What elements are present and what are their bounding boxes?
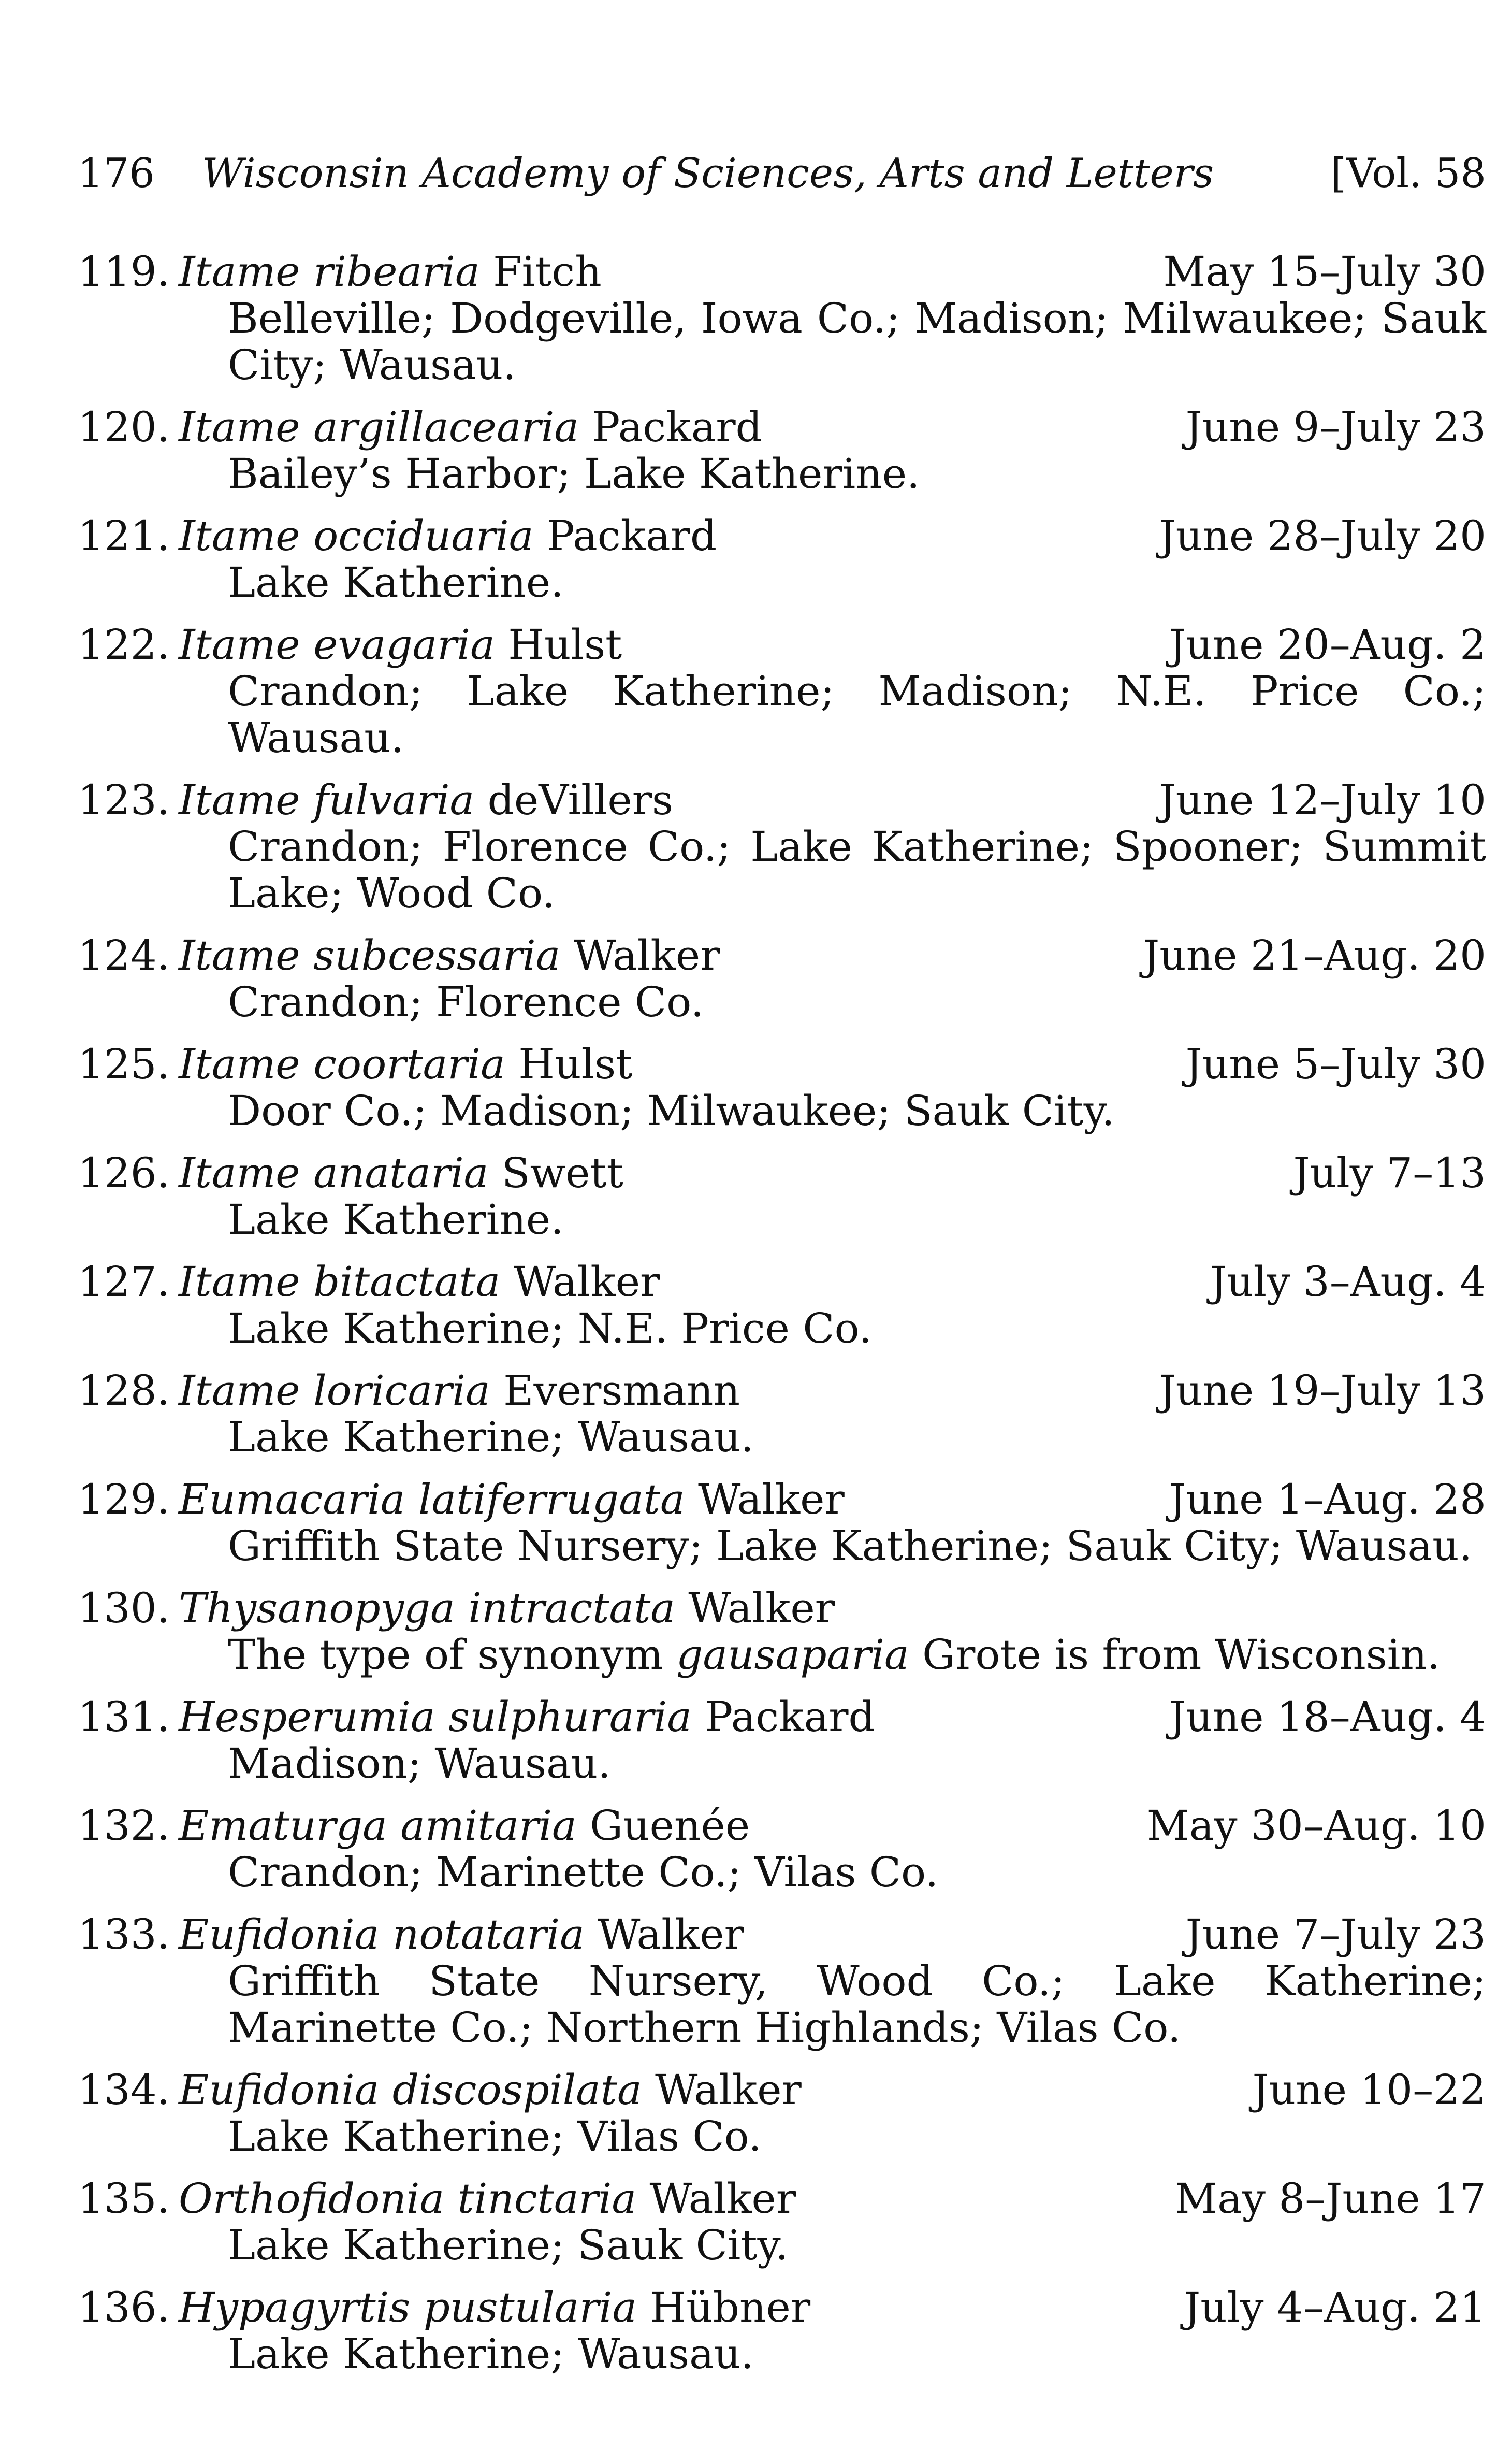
entry-number: 127. xyxy=(78,1258,170,1306)
entry-heading xyxy=(78,2067,1486,2113)
entry-heading xyxy=(78,932,1486,979)
species-epithet: ribearia xyxy=(313,248,480,296)
note-text: The type of synonym xyxy=(228,1631,677,1679)
genus: Eumacaria xyxy=(179,1475,405,1523)
entry-number: 132. xyxy=(78,1802,170,1850)
species-name xyxy=(179,1694,1148,1740)
flight-dates: May 15–July 30 xyxy=(1163,248,1486,296)
species-name xyxy=(179,1911,1165,1958)
genus: Thysanopyga xyxy=(179,1584,455,1632)
flight-dates: June 1–Aug. 28 xyxy=(1169,1475,1486,1523)
species-entry xyxy=(78,1476,1486,1569)
entry-heading xyxy=(78,2176,1486,2222)
entry-number: 121. xyxy=(78,512,170,560)
locations: Lake Katherine; Wausau. xyxy=(228,2330,754,2378)
species-name xyxy=(179,1476,1148,1523)
document-page xyxy=(78,150,1486,2393)
species-name xyxy=(179,249,1142,295)
author: Packard xyxy=(546,512,717,560)
author: Walker xyxy=(688,1584,835,1632)
author: Swett xyxy=(501,1149,623,1197)
author: Walker xyxy=(513,1258,660,1306)
locations: Lake Katherine; Wausau. xyxy=(228,1413,754,1461)
species-name xyxy=(179,1585,1486,1632)
genus: Itame xyxy=(179,512,300,560)
entry-number: 131. xyxy=(78,1693,170,1741)
species-entry xyxy=(78,2284,1486,2378)
species-epithet: bitactata xyxy=(313,1258,501,1306)
locations: Belleville; Dodgeville, Iowa Co.; Madison; Milwaukee; Sauk City; Wausau. xyxy=(228,294,1486,389)
genus: Itame xyxy=(179,403,300,451)
species-epithet: anataria xyxy=(313,1149,489,1197)
genus: Hypagyrtis xyxy=(179,2283,411,2331)
flight-dates: July 7–13 xyxy=(1293,1149,1486,1197)
entry-heading xyxy=(78,1476,1486,1523)
entry-heading xyxy=(78,404,1486,451)
genus: Ematurga xyxy=(179,1802,387,1850)
flight-dates: June 9–July 23 xyxy=(1185,403,1486,451)
species-epithet: notataria xyxy=(392,1910,585,1958)
species-epithet: discospilata xyxy=(392,2066,642,2114)
species-epithet: occiduaria xyxy=(313,512,534,560)
species-entry xyxy=(78,1150,1486,1243)
author: Walker xyxy=(649,2174,796,2223)
page-number: 176 xyxy=(78,150,155,197)
entry-heading xyxy=(78,1041,1486,1088)
entry-number: 125. xyxy=(78,1040,170,1088)
author: Walker xyxy=(598,1910,744,1958)
genus: Itame xyxy=(179,931,300,979)
entry-heading xyxy=(78,777,1486,824)
species-entry xyxy=(78,404,1486,497)
species-name xyxy=(179,2067,1232,2113)
species-entry xyxy=(78,1911,1486,2051)
species-entry xyxy=(78,513,1486,606)
flight-dates: June 19–July 13 xyxy=(1159,1366,1486,1415)
locations: Madison; Wausau. xyxy=(228,1739,611,1788)
entry-number: 126. xyxy=(78,1149,170,1197)
genus: Itame xyxy=(179,1149,300,1197)
entry-number: 120. xyxy=(78,403,170,451)
species-epithet: pustularia xyxy=(423,2283,637,2331)
species-epithet: argillacearia xyxy=(313,403,579,451)
entry-heading xyxy=(78,1911,1486,1958)
entry-number: 134. xyxy=(78,2066,170,2114)
species-name xyxy=(179,1367,1139,1414)
species-epithet: latiferrugata xyxy=(418,1475,685,1523)
journal-title: Wisconsin Academy of Sciences, Arts and Letters xyxy=(202,150,1214,197)
species-entry xyxy=(78,1803,1486,1896)
species-entry xyxy=(78,1585,1486,1678)
species-list xyxy=(78,249,1486,2378)
species-epithet: amitaria xyxy=(400,1802,577,1850)
species-epithet: coortaria xyxy=(313,1040,505,1088)
species-entry xyxy=(78,2067,1486,2160)
entry-heading xyxy=(78,1150,1486,1197)
genus: Itame xyxy=(179,1040,300,1088)
locations: Griffith State Nursery; Lake Katherine; Sauk City; Wausau. xyxy=(228,1522,1473,1570)
locations: Door Co.; Madison; Milwaukee; Sauk City. xyxy=(228,1087,1115,1135)
locations: Lake Katherine. xyxy=(228,558,564,607)
author: Walker xyxy=(698,1475,845,1523)
locations: Crandon; Florence Co.; Lake Katherine; Spooner; Summit Lake; Wood Co. xyxy=(228,823,1486,917)
flight-dates: June 21–Aug. 20 xyxy=(1143,931,1486,979)
species-entry xyxy=(78,1367,1486,1461)
entry-heading xyxy=(78,1694,1486,1740)
author: Walker xyxy=(573,931,720,979)
species-name xyxy=(179,404,1165,451)
locations: Griffith State Nursery, Wood Co.; Lake Katherine; Marinette Co.; Northern Highlands; Vilas Co. xyxy=(228,1957,1486,2052)
entry-number: 135. xyxy=(78,2174,170,2223)
species-entry xyxy=(78,1694,1486,1787)
species-epithet: loricaria xyxy=(313,1366,490,1415)
species-entry xyxy=(78,1041,1486,1134)
flight-dates: June 28–July 20 xyxy=(1159,512,1486,560)
genus: Itame xyxy=(179,248,300,296)
locations: Crandon; Marinette Co.; Vilas Co. xyxy=(228,1848,939,1896)
genus: Eufidonia xyxy=(179,2066,380,2114)
entry-heading xyxy=(78,249,1486,295)
volume-label: [Vol. 58 xyxy=(1330,150,1486,197)
flight-dates: June 5–July 30 xyxy=(1185,1040,1486,1088)
species-name xyxy=(179,1150,1273,1197)
entry-number: 124. xyxy=(78,931,170,979)
flight-dates: June 20–Aug. 2 xyxy=(1169,621,1486,669)
locations: Crandon; Florence Co. xyxy=(228,978,704,1026)
entry-heading xyxy=(78,1259,1486,1305)
species-name xyxy=(179,932,1122,979)
entry-number: 136. xyxy=(78,2283,170,2331)
species-name xyxy=(179,2284,1163,2331)
note-synonym: gausaparia xyxy=(676,1631,909,1679)
species-name xyxy=(179,1803,1126,1849)
flight-dates: May 8–June 17 xyxy=(1175,2174,1486,2223)
species-name xyxy=(179,1259,1189,1305)
author: Hulst xyxy=(508,621,622,669)
species-epithet: subcessaria xyxy=(313,931,561,979)
species-entry xyxy=(78,622,1486,761)
flight-dates: June 7–July 23 xyxy=(1185,1910,1486,1958)
species-entry xyxy=(78,249,1486,388)
genus: Itame xyxy=(179,621,300,669)
entry-heading xyxy=(78,1803,1486,1849)
genus: Itame xyxy=(179,776,300,824)
species-name xyxy=(179,777,1139,824)
entry-number: 133. xyxy=(78,1910,170,1958)
species-name xyxy=(179,1041,1165,1088)
genus: Itame xyxy=(179,1258,300,1306)
genus: Hesperumia xyxy=(179,1693,435,1741)
entry-number: 130. xyxy=(78,1584,170,1632)
locations: Lake Katherine. xyxy=(228,1195,564,1244)
flight-dates: May 30–Aug. 10 xyxy=(1146,1802,1486,1850)
entry-number: 128. xyxy=(78,1366,170,1415)
author: Walker xyxy=(655,2066,802,2114)
flight-dates: July 4–Aug. 21 xyxy=(1184,2283,1486,2331)
flight-dates: June 10–22 xyxy=(1252,2066,1486,2114)
locations: Bailey’s Harbor; Lake Katherine. xyxy=(228,450,920,498)
entry-number: 123. xyxy=(78,776,170,824)
locations: Lake Katherine; Sauk City. xyxy=(228,2221,789,2269)
locations: Lake Katherine; N.E. Price Co. xyxy=(228,1304,872,1352)
entry-heading xyxy=(78,1585,1486,1632)
entry-number: 122. xyxy=(78,621,170,669)
genus: Eufidonia xyxy=(179,1910,380,1958)
species-name xyxy=(179,513,1139,559)
genus: Orthofidonia xyxy=(179,2174,445,2223)
species-epithet: intractata xyxy=(468,1584,675,1632)
author: Packard xyxy=(705,1693,875,1741)
entry-heading xyxy=(78,2284,1486,2331)
author: Packard xyxy=(592,403,762,451)
author: Hübner xyxy=(650,2283,811,2331)
species-entry xyxy=(78,1259,1486,1352)
species-entry xyxy=(78,2176,1486,2269)
note-text: Grote is from Wisconsin. xyxy=(909,1631,1441,1679)
locations: Lake Katherine; Vilas Co. xyxy=(228,2112,762,2160)
species-epithet: sulphuraria xyxy=(448,1693,692,1741)
flight-dates: June 18–Aug. 4 xyxy=(1169,1693,1486,1741)
author: Hulst xyxy=(518,1040,633,1088)
entry-heading xyxy=(78,513,1486,559)
species-epithet: tinctaria xyxy=(457,2174,637,2223)
species-name xyxy=(179,622,1148,668)
author: deVillers xyxy=(487,776,673,824)
entry-number: 129. xyxy=(78,1475,170,1523)
entry-note xyxy=(78,1632,1486,1678)
species-entry xyxy=(78,777,1486,917)
species-name xyxy=(179,2176,1154,2222)
genus: Itame xyxy=(179,1366,300,1415)
flight-dates: July 3–Aug. 4 xyxy=(1210,1258,1486,1306)
entry-heading xyxy=(78,622,1486,668)
entry-number: 119. xyxy=(78,248,170,296)
species-entry xyxy=(78,932,1486,1026)
running-header xyxy=(78,150,1486,218)
entry-heading xyxy=(78,1367,1486,1414)
flight-dates: June 12–July 10 xyxy=(1159,776,1486,824)
species-epithet: evagaria xyxy=(313,621,495,669)
author: Guenée xyxy=(590,1802,750,1850)
author: Eversmann xyxy=(503,1366,740,1415)
author: Fitch xyxy=(493,248,602,296)
species-epithet: fulvaria xyxy=(313,776,475,824)
locations: Crandon; Lake Katherine; Madison; N.E. Price Co.; Wausau. xyxy=(228,667,1486,762)
